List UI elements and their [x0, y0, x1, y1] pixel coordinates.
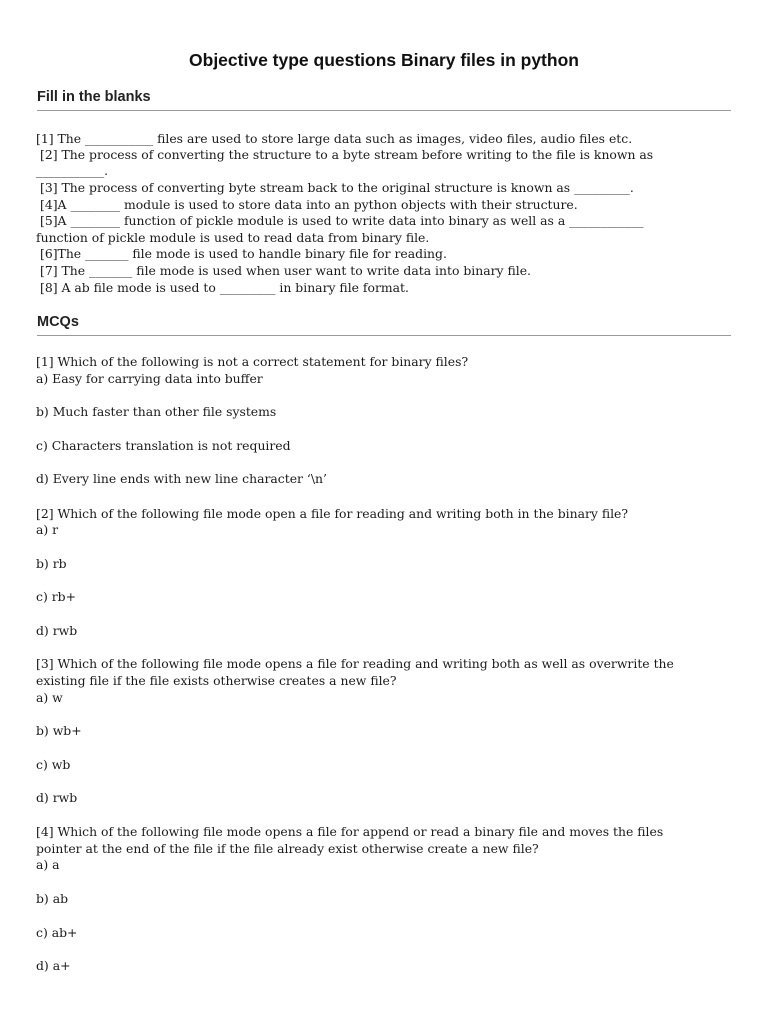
blank-question-7: [7] The _______ file mode is used when user want to write data into binary file.	[40, 263, 531, 278]
document-title: Objective type questions Binary files in python	[189, 50, 579, 70]
blank-question-2-cont: ___________.	[36, 163, 109, 178]
mcq-2-option-a: a) r	[36, 522, 59, 537]
mcq-2-option-c: c) rb+	[36, 589, 76, 604]
mcq-1-option-d: d) Every line ends with new line character ‘\n’	[36, 471, 327, 486]
mcq-1-option-c: c) Characters translation is not required	[36, 438, 291, 453]
mcq-question-4: [4] Which of the following file mode opens a file for append or read a binary file and moves the files	[36, 824, 664, 839]
blank-question-3: [3] The process of converting byte stream back to the original structure is known as _________.	[40, 180, 634, 195]
blank-question-1: [1] The ___________ files are used to store large data such as images, video files, audio files etc.	[36, 131, 633, 146]
blank-question-2: [2] The process of converting the structure to a byte stream before writing to the file is known as	[40, 147, 654, 162]
mcq-question-3-cont: existing file if the file exists otherwise creates a new file?	[36, 673, 397, 688]
mcq-question-2: [2] Which of the following file mode open a file for reading and writing both in the binary file?	[36, 506, 629, 521]
blank-question-5-cont: function of pickle module is used to read data from binary file.	[36, 230, 430, 245]
mcq-3-option-b: b) wb+	[36, 723, 82, 738]
mcq-3-option-d: d) rwb	[36, 790, 78, 805]
mcq-1-option-b: b) Much faster than other file systems	[36, 404, 277, 419]
blank-question-4: [4]A ________ module is used to store data into an python objects with their structure.	[40, 197, 578, 212]
mcq-4-option-c: c) ab+	[36, 925, 78, 940]
mcq-2-option-b: b) rb	[36, 556, 67, 571]
fill-in-blanks-heading: Fill in the blanks	[37, 89, 731, 111]
mcq-question-4-cont: pointer at the end of the file if the file already exist otherwise create a new file?	[36, 841, 539, 856]
mcq-2-option-d: d) rwb	[36, 623, 78, 638]
blank-question-6: [6]The _______ file mode is used to handle binary file for reading.	[40, 246, 447, 261]
mcqs-heading: MCQs	[37, 314, 731, 336]
blank-question-8: [8] A ab file mode is used to _________ in binary file format.	[40, 280, 409, 295]
mcq-question-3: [3] Which of the following file mode opens a file for reading and writing both as well as overwrite the	[36, 656, 674, 671]
mcq-4-option-b: b) ab	[36, 891, 69, 906]
mcq-4-option-a: a) a	[36, 857, 60, 872]
blank-question-5: [5]A ________ function of pickle module is used to write data into binary as well as a ____________	[40, 213, 644, 228]
mcq-question-1: [1] Which of the following is not a correct statement for binary files?	[36, 354, 469, 369]
mcq-4-option-d: d) a+	[36, 958, 71, 973]
mcq-1-option-a: a) Easy for carrying data into buffer	[36, 371, 263, 386]
mcq-3-option-a: a) w	[36, 690, 63, 705]
mcq-3-option-c: c) wb	[36, 757, 71, 772]
